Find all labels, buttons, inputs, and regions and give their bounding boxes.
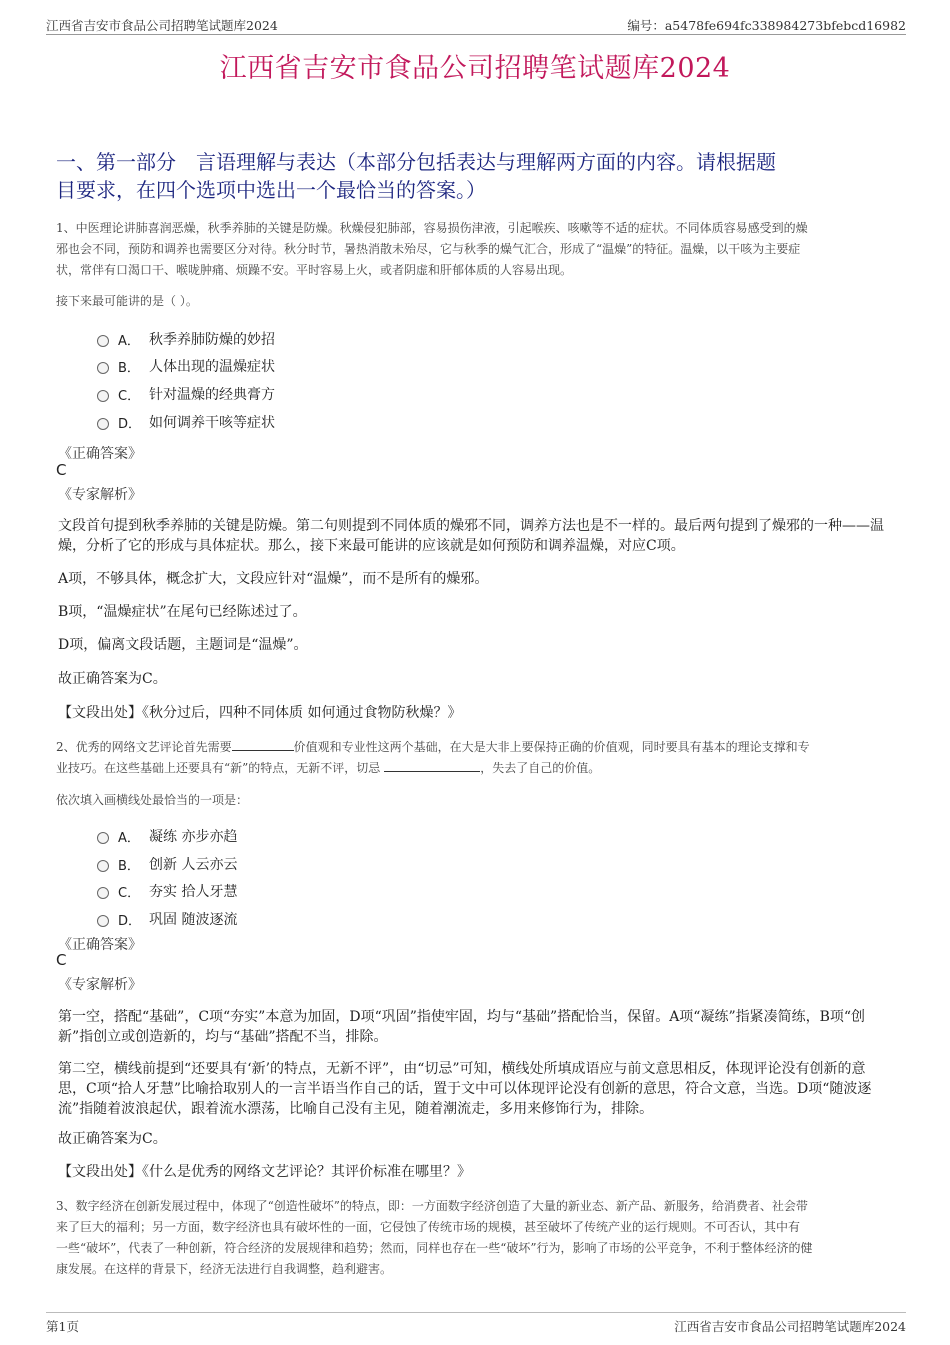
page-header [46,14,906,35]
q2-option-a[interactable] [97,826,237,846]
question-2-line1 [56,737,900,758]
option-letter: A． [118,830,140,846]
option-text: 如何调养干咳等症状 [149,415,275,431]
question-1-prompt: 接下来最可能讲的是（ ）。 [56,294,198,308]
header-doc-name: 江西省吉安市食品公司招聘笔试题库2024 [46,18,278,33]
radio-icon[interactable] [97,362,109,374]
option-text: 人体出现的温燥症状 [149,359,275,375]
page-footer [46,1312,906,1335]
question-3-line2: 来了巨大的福利；另一方面，数字经济也具有破坏性的一面，它侵蚀了传统市场的规模，甚至破坏了传统产业的运行规则。不可否认，其中有 [56,1220,801,1234]
question-3-text [56,1196,900,1280]
question-3-line4: 康发展。在这样的背景下，经济无法进行自我调整，趋利避害。 [56,1262,393,1276]
q2-analysis-label: 《专家解析》 [58,977,142,993]
footer-doc-name: 江西省吉安市食品公司招聘笔试题库2024 [674,1319,906,1334]
radio-icon[interactable] [97,832,109,844]
radio-icon[interactable] [97,335,109,347]
radio-icon[interactable] [97,418,109,430]
section-title-line1: 一、第一部分 言语理解与表达（本部分包括表达与理解两方面的内容。请根据题 [56,150,776,174]
radio-icon[interactable] [97,915,109,927]
blank-line [384,759,480,772]
q1-source: 【文段出处】《秋分过后，四种不同体质 如何通过食物防秋燥？》 [58,705,462,721]
q2-option-b[interactable] [97,854,237,874]
option-letter: B． [118,360,140,376]
q2-option-c[interactable] [97,881,237,901]
q2-analysis-p3: 故正确答案为C。 [58,1131,167,1147]
option-letter: D． [118,416,142,432]
option-letter: C． [118,388,141,404]
q1-analysis-p2: A项，不够具体，概念扩大，文段应针对“温燥”，而不是所有的燥邪。 [58,571,489,587]
q1-option-b[interactable] [97,356,275,376]
q1-analysis-p3: B项，“温燥症状”在尾句已经陈述过了。 [58,604,307,620]
q2-text-part: 业技巧。在这些基础上还要具有“新”的特点，无新不评，切忌 [56,761,381,775]
option-letter: C． [118,885,141,901]
q1-option-a[interactable] [97,329,275,349]
question-1-line3: 状，常伴有口渴口干、喉咙肿痛、烦躁不安。平时容易上火，或者阴虚和肝郁体质的人容易出现。 [56,263,573,277]
section-title [56,148,894,204]
document-title: 江西省吉安市食品公司招聘笔试题库2024 [219,53,731,84]
q2-source: 【文段出处】《什么是优秀的网络文艺评论？其评价标准在哪里？》 [58,1164,471,1180]
q1-answer-label: 《正确答案》 [58,446,142,462]
q1-analysis-p4: D项，偏离文段话题，主题词是“温燥”。 [58,637,308,653]
radio-icon[interactable] [97,860,109,872]
question-2-prompt: 依次填入画横线处最恰当的一项是： [56,793,249,807]
option-letter: D． [118,913,142,929]
q2-analysis-p2: 第二空，横线前提到“还要具有‘新’的特点，无新不评”，由“切忌”可知，横线处所填成语应与前文意思相反，体现评论没有创新的意思，C项“拾人牙慧”比喻拾取别人的一言半语当作自己的话，置于文中可以体现评论没有创新的意思，符合文意，当选。D项“随波逐流”指随着波浪起伏，跟着流水漂荡，比喻自己没有主见，随着潮流走，多用来修饰行为，排除。 [58,1061,872,1117]
question-1-line1: 1、中医理论讲肺喜润恶燥，秋季养肺的关键是防燥。秋燥侵犯肺部，容易损伤津液，引起喉疾、咳嗽等不适的症状。不同体质容易感受到的燥 [56,221,808,235]
q1-option-c[interactable] [97,384,275,404]
radio-icon[interactable] [97,390,109,402]
q2-text-part: 价值观和专业性这两个基础，在大是大非上要保持正确的价值观，同时要具有基本的理论支撑和专 [293,740,810,754]
question-2-text [56,737,900,779]
question-3-line3: 一些“破坏”，代表了一种创新，符合经济的发展规律和趋势；然而，同样也存在一些“破坏”行为，影响了市场的公平竞争，不利于整体经济的健 [56,1241,813,1255]
header-code-label: 编号： [627,18,665,33]
q2-answer-label: 《正确答案》 [58,937,142,953]
option-text: 创新 人云亦云 [149,857,238,873]
q2-option-d[interactable] [97,909,237,929]
option-letter: A． [118,333,140,349]
option-text: 夯实 拾人牙慧 [149,884,238,900]
header-doc-code [627,16,906,34]
question-2-line2 [56,758,900,779]
question-1-line2: 邪也会不同，预防和调养也需要区分对待。秋分时节，暑热消散未殆尽，它与秋季的燥气汇合，形成了“温燥”的特征。温燥，以干咳为主要症 [56,242,801,256]
header-code-value: a5478fe694fc338984273bfebcd16982 [664,18,906,33]
section-title-line2: 目要求，在四个选项中选出一个最恰当的答案。） [56,178,486,202]
radio-icon[interactable] [97,887,109,899]
q2-text-part: 2、优秀的网络文艺评论首先需要 [56,740,232,754]
option-text: 秋季养肺防燥的妙招 [149,332,275,348]
q2-text-part: ，失去了自己的价值。 [480,761,601,775]
question-3-line1: 3、数字经济在创新发展过程中，体现了“创造性破坏”的特点，即：一方面数字经济创造了大量的新业态、新产品、新服务，给消费者、社会带 [56,1199,808,1213]
q1-analysis-p5: 故正确答案为C。 [58,671,167,687]
option-text: 巩固 随波逐流 [149,912,238,928]
option-text: 针对温燥的经典膏方 [149,387,275,403]
blank-line [232,738,294,751]
q2-analysis-p1: 第一空，搭配“基础”，C项“夯实”本意为加固，D项“巩固”指使牢固，均与“基础”搭配恰当，保留。A项“凝练”指紧凑简练，B项“创新”指创立或创造新的，均与“基础”搭配不当，排除。 [58,1009,866,1045]
option-text: 凝练 亦步亦趋 [149,829,238,845]
q1-analysis-label: 《专家解析》 [58,487,142,503]
q1-analysis-p1: 文段首句提到秋季养肺的关键是防燥。第二句则提到不同体质的燥邪不同，调养方法也是不一样的。最后两句提到了燥邪的一种——温燥，分析了它的形成与具体症状。那么，接下来最可能讲的应该就是如何预防和调养温燥，对应C项。 [58,518,884,554]
footer-page-number: 第1页 [46,1319,79,1334]
q2-answer-value: C [56,951,67,969]
q1-option-d[interactable] [97,412,275,432]
option-letter: B． [118,858,140,874]
question-1-text [56,218,900,281]
q1-answer-value: C [56,461,67,479]
